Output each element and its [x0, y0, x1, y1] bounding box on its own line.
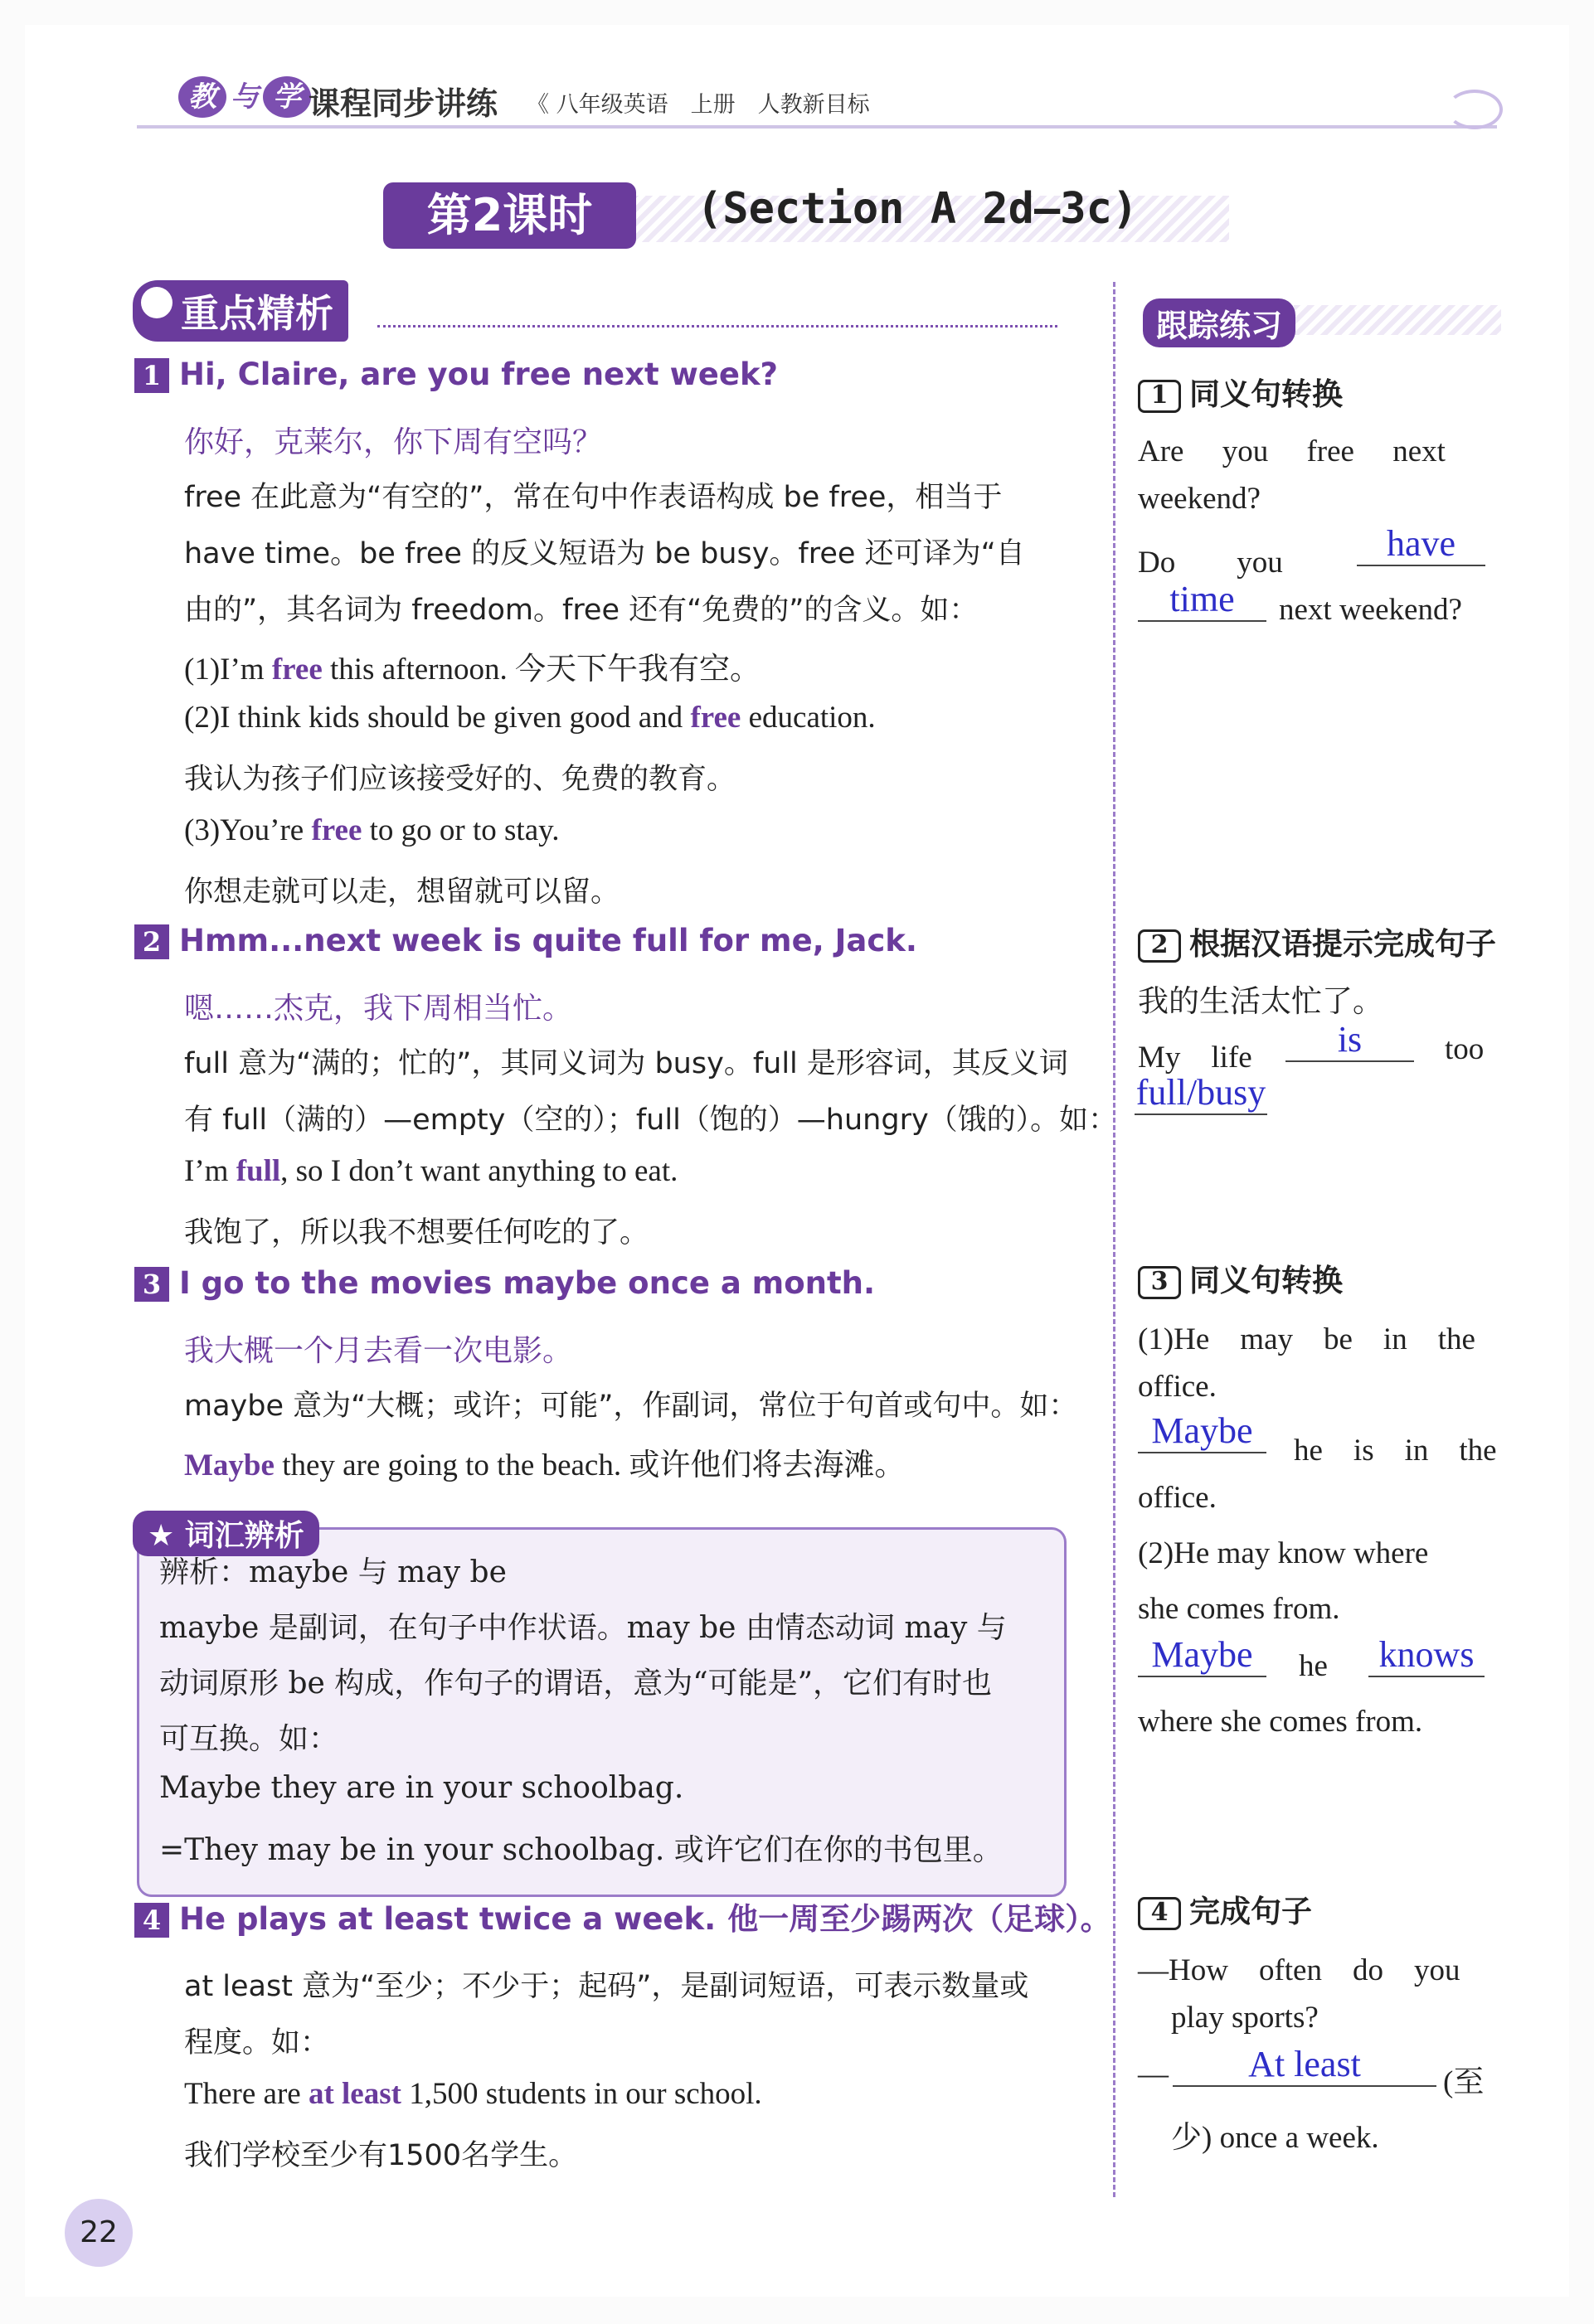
right-stripe: [1294, 305, 1501, 335]
vocab-line: Maybe they are in your schoolbag.: [159, 1771, 684, 1805]
point-sentence: He plays at least twice a week.: [179, 1901, 717, 1937]
vocab-tag: ★ 词汇辨析: [133, 1511, 319, 1556]
page-number: 22: [65, 2199, 133, 2267]
example-line: 我认为孩子们应该接受好的、免费的教育。: [184, 763, 736, 796]
exercise-line: —: [1138, 2057, 1169, 2091]
point-line: full 意为“满的；忙的”，其同义词为 busy。full 是形容词，其反义词: [184, 1047, 1068, 1080]
exercise-line: (1)He may be in the: [1138, 1322, 1475, 1356]
book-subtitle: 《 八年级英语 上册 人教新目标: [527, 92, 870, 118]
exercise-heading: 3 同义句转换: [1138, 1255, 1343, 1300]
exercise-line: next weekend?: [1279, 593, 1462, 627]
answer-blank[interactable]: time: [1138, 578, 1266, 622]
answer-blank[interactable]: have: [1357, 522, 1485, 566]
exercise-line: 少) once a week.: [1171, 2121, 1379, 2155]
point-sentence: I go to the movies maybe once a month.: [179, 1265, 876, 1301]
example-line: (2)I think kids should be given good and free education.: [184, 701, 876, 735]
point-line: 程度。如：: [184, 2026, 330, 2060]
vocab-line: 辨析：maybe 与 may be: [159, 1555, 507, 1589]
exercise-line: play sports?: [1171, 2001, 1319, 2035]
column-separator: [1113, 282, 1115, 2197]
lesson-section: (Section A 2d—3c): [697, 184, 1139, 234]
answer-blank[interactable]: full/busy: [1135, 1071, 1267, 1115]
vocab-line: maybe 是副词，在句子中作状语。may be 由情态动词 may 与: [159, 1611, 1007, 1645]
answer-blank[interactable]: Maybe: [1138, 1633, 1266, 1677]
example-line: 我饱了，所以我不想要任何吃的了。: [184, 1216, 649, 1249]
point-number: 4: [134, 1903, 169, 1938]
example-line: There are at least 1,500 students in our school.: [184, 2077, 762, 2111]
point-sentence: Hi, Claire, are you free next week?: [179, 357, 779, 392]
point-line: at least 意为“至少；不少于；起码”，是副词短语，可表示数量或: [184, 1970, 1029, 2003]
section-title-practice: 跟踪练习: [1143, 298, 1295, 347]
point-heading: [134, 357, 778, 393]
example-line: (3)You’re free to go or to stay.: [184, 813, 560, 847]
example-line: Maybe they are going to the beach. 或许他们将去海滩。: [184, 1448, 906, 1482]
exercise-heading: 1 同义句转换: [1138, 369, 1343, 414]
point-translation: 我大概一个月去看一次电影。: [184, 1334, 573, 1368]
lesson-label: 第2课时: [383, 182, 636, 249]
point-line: have time。be free 的反义短语为 be busy。free 还可译为“自: [184, 537, 1025, 570]
point-sentence: Hmm...next week is quite full for me, Jack.: [179, 923, 917, 958]
exercise-line: office.: [1138, 1481, 1217, 1515]
answer-blank[interactable]: is: [1285, 1018, 1414, 1062]
point-line: 由的”，其名词为 freedom。free 还有“免费的”的含义。如：: [184, 594, 979, 627]
exercise-line: (2)He may know where: [1138, 1536, 1429, 1570]
section-title-key-points: [133, 280, 348, 342]
exercise-line: weekend?: [1138, 482, 1261, 516]
point-heading: [134, 1265, 875, 1302]
example-line: 你想走就可以走，想留就可以留。: [184, 876, 620, 909]
point-number: 3: [134, 1267, 169, 1302]
logo: [178, 76, 311, 118]
exercise-line: too: [1445, 1032, 1485, 1066]
swirl-decoration-icon: [1446, 90, 1503, 129]
point-line: free 在此意为“有空的”，常在句中作表语构成 be free，相当于: [184, 481, 1003, 514]
vocab-line: =They may be in your schoolbag. 或许它们在你的书包里。: [159, 1833, 1003, 1867]
exercise-line: he is in the: [1294, 1434, 1497, 1468]
logo-char: 教: [178, 76, 226, 118]
point-translation: 你好，克莱尔，你下周有空吗？: [184, 425, 603, 459]
exercise-line: (至: [1443, 2065, 1485, 2099]
logo-char: 学: [263, 76, 311, 118]
vocab-line: 可互换。如：: [159, 1722, 339, 1756]
divider: [377, 325, 1057, 327]
exercise-line: she comes from.: [1138, 1592, 1340, 1626]
exercise-heading: 4 完成句子: [1138, 1886, 1312, 1931]
point-heading: [134, 923, 917, 959]
section-title-text: 重点精析: [181, 291, 333, 336]
exercise-line: he: [1299, 1649, 1328, 1683]
book-title: 课程同步讲练: [309, 85, 498, 122]
point-line: maybe 意为“大概；或许；可能”，作副词，常位于句首或句中。如：: [184, 1390, 1078, 1423]
exercise-line: Are you free next: [1138, 434, 1446, 468]
point-translation: 他一周至少踢两次（足球）。: [727, 1901, 1111, 1937]
point-translation: 嗯……杰克，我下周相当忙。: [184, 992, 573, 1026]
exercise-line: where she comes from.: [1138, 1705, 1423, 1739]
answer-blank[interactable]: knows: [1368, 1633, 1485, 1677]
exercise-line: My life: [1138, 1041, 1252, 1075]
point-line: 有 full（满的）—empty（空的）；full（饱的）—hungry（饿的）。如：: [184, 1104, 1118, 1137]
pen-icon: [141, 287, 173, 318]
example-line: (1)I’m free this afternoon. 今天下午我有空。: [184, 653, 761, 687]
exercise-heading: 2 根据汉语提示完成句子: [1138, 919, 1496, 963]
point-number: 2: [134, 924, 169, 959]
example-line: 我们学校至少有1500名学生。: [184, 2139, 578, 2172]
exercise-line: Do you: [1138, 546, 1283, 580]
exercise-line: 我的生活太忙了。: [1138, 985, 1383, 1019]
exercise-line: office.: [1138, 1370, 1217, 1404]
exercise-line: —How often do you: [1138, 1953, 1460, 1987]
logo-char: 与: [231, 80, 259, 114]
answer-blank[interactable]: At least: [1173, 2043, 1436, 2087]
point-number: 1: [134, 358, 169, 393]
answer-blank[interactable]: Maybe: [1138, 1409, 1266, 1453]
vocab-line: 动词原形 be 构成，作句子的谓语，意为“可能是”，它们有时也: [159, 1667, 993, 1701]
example-line: I’m full, so I don’t want anything to eat.: [184, 1154, 678, 1188]
point-heading: [134, 1901, 1111, 1938]
